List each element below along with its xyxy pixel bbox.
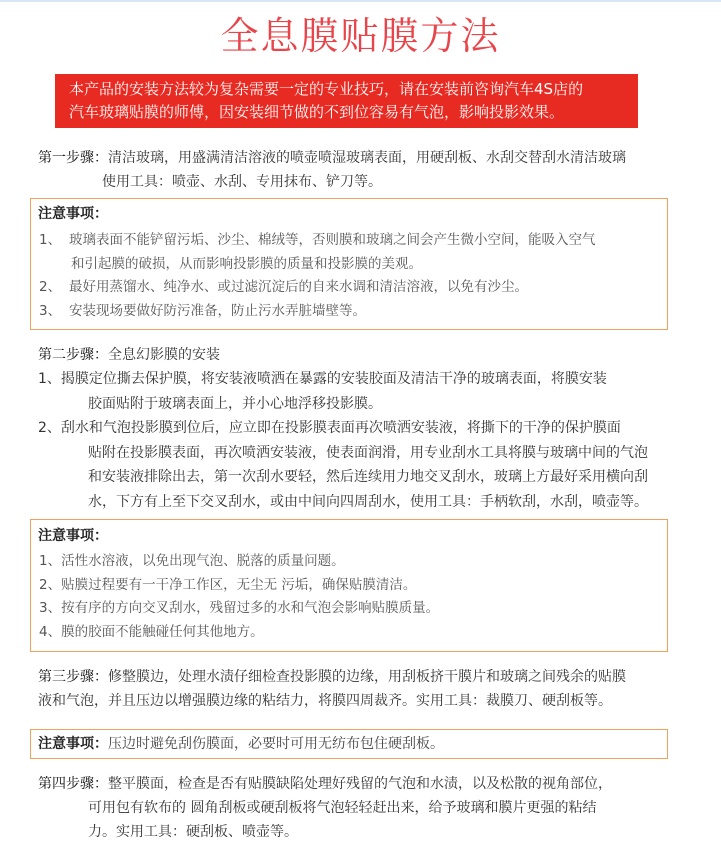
- step-2-heading: 全息幻影膜的安装: [108, 347, 220, 363]
- notes-2-title: 注意事项：: [38, 528, 108, 544]
- step-2-item-1-line-1: 1、揭膜定位撕去保护膜，将安装液喷洒在暴露的安装胶面及清洁干净的玻璃表面，将膜安装: [38, 371, 607, 387]
- step-3-line-2: 液和气泡，并且压边以增强膜边缘的粘结力，将膜四周裁齐。实用工具：裁膜刀、硬刮板等。: [38, 693, 612, 709]
- step-2: [38, 343, 678, 514]
- step-2-item-2-line-2: 贴附在投影膜表面，再次喷洒安装液，使表面润滑，用专业刮水工具将膜与玻璃中间的气泡: [88, 444, 648, 461]
- step-4-label: 第四步骤：: [38, 776, 108, 792]
- banner-line-1: 本产品的安装方法较为复杂需要一定的专业技巧，请在安装前咨询汽车4S店的: [69, 80, 584, 98]
- step-4-line-2: 可用包有软布的 圆角刮板或硬刮板将气泡轻轻赶出来，给予玻璃和膜片更强的粘结: [88, 800, 597, 816]
- step-3-label: 第三步骤：: [38, 669, 108, 685]
- notes-1-item-1-cont: 和引起膜的破损，从而影响投影膜的质量和投影膜的美观。: [71, 255, 422, 272]
- notes-2-item-2: 2、贴膜过程要有一干净工作区，无尘无 污垢，确保贴膜清洁。: [39, 576, 417, 593]
- step-2-label: 第二步骤：: [38, 347, 108, 363]
- step-2-item-2-line-4: 水，下方有上至下交叉刮水，或由中间向四周刮水，使用工具：手柄软刮，水刮，喷壶等。: [88, 493, 648, 510]
- notes-3-title: 注意事项：: [38, 736, 108, 752]
- step-4-line-1: 整平膜面，检查是否有贴膜缺陷处理好残留的气泡和水渍，以及松散的视角部位，: [108, 776, 612, 792]
- step-1-line-2: 使用工具：喷壶、水刮、专用抹布、铲刀等。: [102, 174, 382, 190]
- step-3: [38, 665, 678, 713]
- step-2-item-1-line-2: 胶面贴附于玻璃表面上，并小心地浮移投影膜。: [88, 395, 382, 412]
- notes-box-1: [30, 198, 668, 330]
- step-1-line-1: 清洁玻璃，用盛满清洁溶液的喷壶喷湿玻璃表面，用硬刮板、水刮交替刮水清洁玻璃: [108, 150, 626, 166]
- notes-3-text: 压边时避免刮伤膜面，必要时可用无纺布包住硬刮板。: [108, 736, 444, 752]
- notes-1-item-3: [31, 300, 667, 324]
- notes-1-item-1: [31, 229, 667, 253]
- step-1-label: 第一步骤：: [38, 150, 108, 166]
- notes-2-item-4: 4、膜的胶面不能触碰任何其他地方。: [39, 623, 264, 640]
- warning-banner: [55, 74, 638, 128]
- notes-1-item-1-num: 1、: [39, 232, 62, 248]
- notes-1-item-3-num: 3、: [39, 302, 62, 319]
- notes-1-item-3-text: 安装现场要做好防污准备，防止污水弄脏墙壁等。: [69, 302, 366, 319]
- notes-box-3: [30, 729, 668, 759]
- step-1: [38, 146, 678, 194]
- page-title: 全息膜贴膜方法: [220, 14, 501, 58]
- notes-1-item-2-text: 最好用蒸馏水、纯净水、或过滤沉淀后的自来水调和清洁溶液，以免有沙尘。: [69, 279, 528, 295]
- step-2-item-2-line-1: 2、刮水和气泡投影膜到位后，应立即在投影膜表面再次喷洒安装液，将撕下的干净的保护膜面: [38, 420, 621, 436]
- notes-2-item-3: 3、按有序的方向交叉刮水，残留过多的水和气泡会影响贴膜质量。: [39, 600, 440, 616]
- notes-1-title: 注意事项：: [38, 206, 108, 222]
- notes-1-item-1-text: 玻璃表面不能铲留污垢、沙尘、棉绒等，否则膜和玻璃之间会产生微小空间，能吸入空气: [69, 232, 596, 248]
- step-4-line-3: 力。实用工具：硬刮板、喷壶等。: [88, 824, 298, 840]
- step-4: [38, 772, 678, 844]
- banner-line-2: 汽车玻璃贴膜的师傅，因安装细节做的不到位容易有气泡，影响投影效果。: [69, 103, 565, 121]
- step-3-line-1: 修整膜边，处理水渍仔细检查投影膜的边缘，用刮板挤干膜片和玻璃之间残余的贴膜: [108, 669, 626, 685]
- notes-2-item-1: 1、活性水溶液，以免出现气泡、脱落的质量问题。: [39, 553, 345, 569]
- notes-1-item-2-num: 2、: [39, 279, 62, 295]
- step-2-item-2-line-3: 和安装液排除出去，第一次刮水要轻，然后连续用力地交叉刮水，玻璃上方最好采用横向刮: [88, 469, 648, 485]
- notes-1-item-2: [31, 276, 667, 300]
- notes-box-2: [30, 519, 668, 652]
